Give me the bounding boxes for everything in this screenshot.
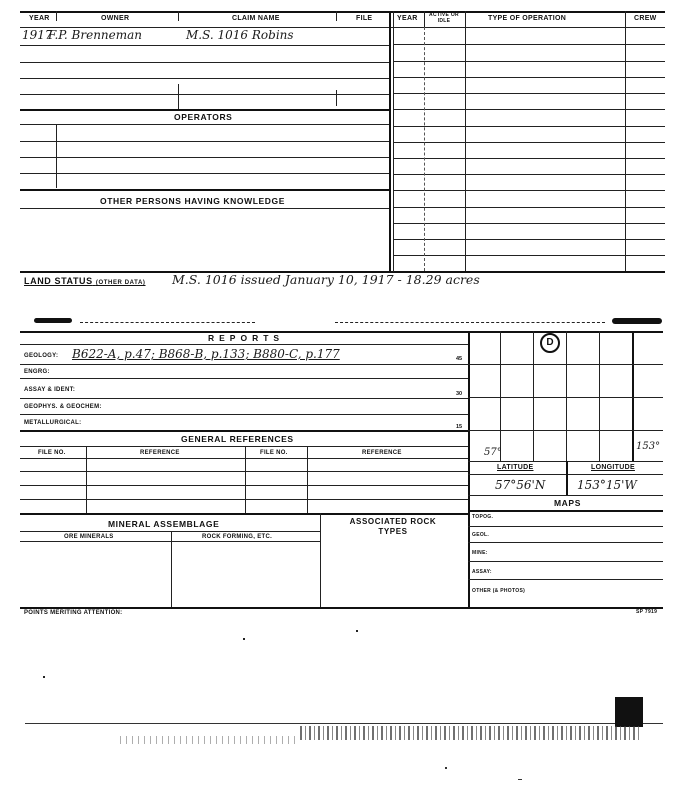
report-label-geology: GEOLOGY: (24, 353, 59, 359)
header-owner: OWNER (101, 15, 130, 22)
header-active-or-idle: ACTIVE OR IDLE (429, 12, 459, 24)
ore-minerals-header: ORE MINERALS (64, 534, 114, 540)
report-num-assay: 30 (456, 391, 463, 397)
ref-header-file-no-2: FILE NO. (260, 450, 288, 456)
operators-title: OPERATORS (174, 112, 233, 122)
report-label-engrg: ENGRG: (24, 369, 50, 375)
report-value-geology: B622-A, p.47; B868-B, p.133; B880-C, p.177 (72, 347, 340, 361)
ref-header-file-no: FILE NO. (38, 450, 66, 456)
land-status-label-main: LAND STATUS (24, 276, 93, 286)
report-num-geology: 45 (456, 356, 463, 362)
report-label-metallurgical: METALLURGICAL: (24, 420, 82, 426)
entry-owner: F.P. Brenneman (48, 28, 143, 42)
report-num-metallurgical: 15 (456, 424, 463, 430)
maps-mine: MINE: (472, 550, 488, 556)
ref-header-reference-2: REFERENCE (362, 450, 402, 456)
maps-other: OTHER (& PHOTOS) (472, 588, 526, 594)
latitude-value: 57°56'N (495, 478, 546, 492)
header-op-year: YEAR (397, 15, 418, 22)
maps-assay: ASSAY: (472, 569, 492, 575)
header-year: YEAR (29, 15, 50, 22)
latitude-label: LATITUDE (497, 464, 534, 471)
lon-degree-mark: 153° (636, 441, 661, 452)
rock-forming-header: ROCK FORMING, ETC. (202, 534, 273, 540)
header-type-of-operation: TYPE OF OPERATION (488, 15, 567, 22)
lat-degree-mark: 57° (484, 447, 502, 458)
points-meriting-attention: POINTS MERITING ATTENTION: (24, 610, 123, 616)
general-references-title: GENERAL REFERENCES (181, 434, 294, 444)
divider-smudge-right (612, 318, 662, 324)
land-status-value: M.S. 1016 issued January 10, 1917 - 18.29 acres (172, 272, 480, 287)
land-status-sublabel: (OTHER DATA) (95, 280, 146, 286)
report-label-assay: ASSAY & IDENT: (24, 387, 76, 393)
entry-year: 1917 (22, 28, 53, 42)
entry-claim-name: M.S. 1016 Robins (186, 28, 294, 42)
header-crew: CREW (634, 15, 657, 22)
location-marker-label: D (546, 337, 554, 348)
location-marker (540, 333, 560, 353)
ref-header-reference: REFERENCE (140, 450, 180, 456)
longitude-label: LONGITUDE (591, 464, 635, 471)
form-number: SP 7919 (636, 609, 658, 615)
header-file: FILE (356, 15, 373, 22)
reports-title: REPORTS (208, 333, 285, 343)
mineral-assemblage-title: MINERAL ASSEMBLAGE (108, 519, 220, 529)
land-status-label (24, 276, 146, 286)
header-claim-name: CLAIM NAME (232, 15, 280, 22)
maps-title: MAPS (554, 498, 581, 508)
maps-geol: GEOL. (472, 532, 490, 538)
associated-rock-types: ASSOCIATED ROCK TYPES (349, 517, 437, 536)
divider-smudge-left (34, 318, 72, 323)
report-label-geophys: GEOPHYS. & GEOCHEM: (24, 404, 102, 410)
longitude-value: 153°15'W (577, 478, 637, 492)
other-persons-title: OTHER PERSONS HAVING KNOWLEDGE (100, 196, 286, 206)
maps-topog: TOPOG. (472, 514, 494, 520)
